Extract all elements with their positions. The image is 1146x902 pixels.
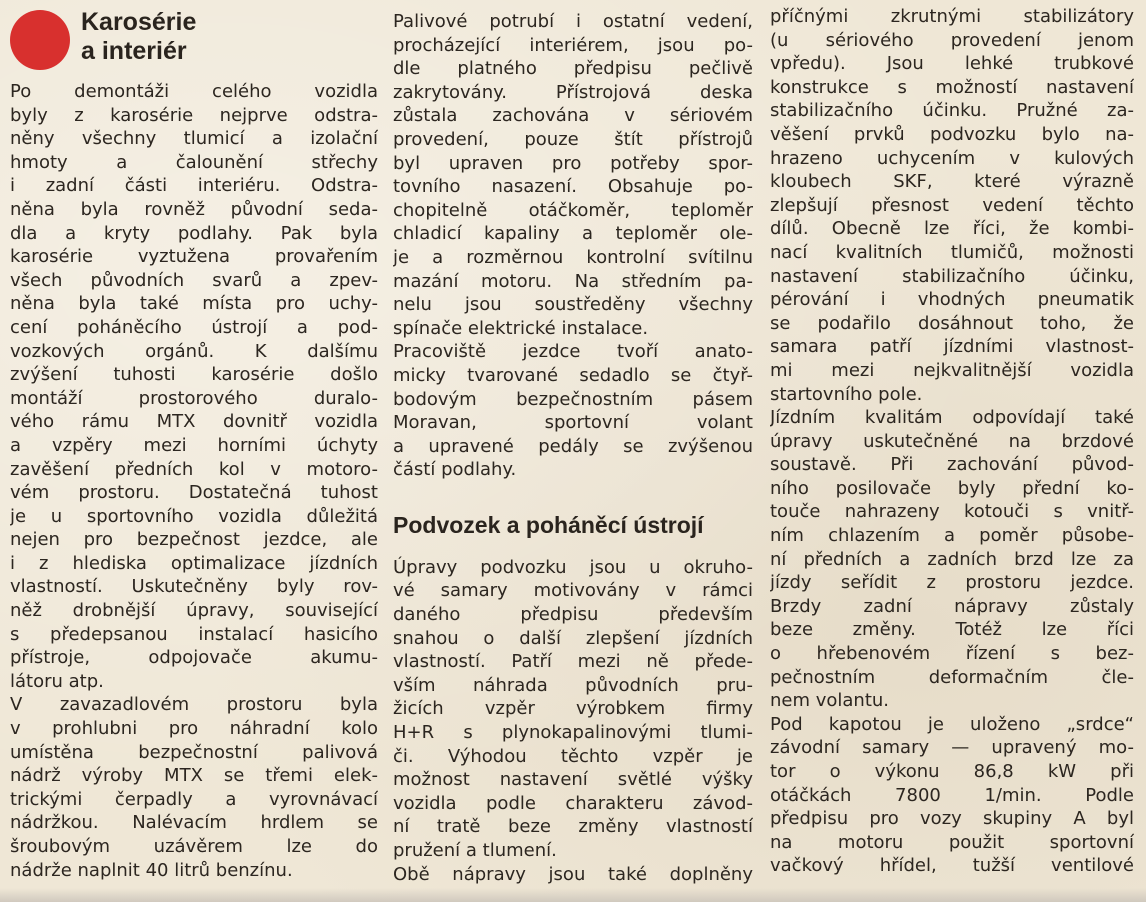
text-line: něna byla rovněž původní seda- <box>10 198 378 220</box>
red-dot-bullet-icon <box>10 10 70 70</box>
text-line: hrazeno uchycením v kulových <box>770 147 1134 169</box>
section-heading-karoserie <box>10 0 378 80</box>
text-line: zlepšují přesnost vedení těchto <box>770 194 1134 216</box>
column-2 <box>393 0 753 886</box>
text-line: ní předních a zadních brzd lze za <box>770 548 1134 570</box>
text-line: pružení a tlumení. <box>393 840 557 861</box>
text-line: kloubech SKF, které výrazně <box>770 171 1134 193</box>
text-line: úpravy uskutečněné na brzdové <box>770 430 1134 452</box>
text-line: snahou o další zlepšení jízdních <box>393 627 753 649</box>
text-line: v prohlubni pro náhradní kolo <box>10 718 378 740</box>
text-line: mi mezi nejkvalitnější vozidla <box>770 359 1134 381</box>
column-3 <box>770 0 1134 878</box>
text-line: možnost nastavení světlé výšky <box>393 769 753 791</box>
column-2-text-top <box>393 10 753 482</box>
text-line: bodovým bezpečnostním pásem <box>393 388 753 410</box>
text-line: pérování i vhodných pneumatik <box>770 289 1134 311</box>
text-line: přístroje, odpojovače akumu- <box>10 647 378 669</box>
text-line: žicích vzpěr výrobkem firmy <box>393 698 753 720</box>
text-line: mazání motoru. Na středním pa- <box>393 270 753 292</box>
text-line: byly z karosérie nejprve odstra- <box>10 104 378 126</box>
text-line: je u sportovního vozidla důležitá <box>10 505 378 527</box>
text-line: nádrže naplnit 40 litrů benzínu. <box>10 859 293 881</box>
text-line: dla a kryty podlahy. Pak byla <box>10 222 378 244</box>
text-line: (u sériového provedení jenom <box>770 29 1134 51</box>
text-line: provedení, pouze štít přístrojů <box>393 128 753 150</box>
text-line: nádržkou. Nalévacím hrdlem se <box>10 812 378 834</box>
text-line: dle platného předpisu pečlivě <box>393 58 753 80</box>
text-line: tor o výkonu 86,8 kW při <box>770 761 1134 782</box>
text-line: spínače elektrické instalace. <box>393 317 649 339</box>
text-line: montáží prostorového duralo- <box>10 387 378 409</box>
text-line: ní tratě beze změny vlastností <box>393 816 753 838</box>
text-line: vé samary motivovány v rámci <box>393 580 753 602</box>
text-line: všech původních svarů a zpev- <box>10 269 378 291</box>
text-line: a upravené pedály se zvýšenou <box>393 435 753 457</box>
text-line: Moravan, sportovní volant <box>393 412 753 434</box>
text-line: částí podlahy. <box>393 459 517 481</box>
text-line: Pracoviště jezdce tvoří anato- <box>393 341 753 363</box>
text-line: zavěšení předních kol v motoro- <box>10 458 378 480</box>
text-line: se podařilo dosáhnout toho, že <box>770 312 1134 334</box>
text-line: vlastností. Uskutečněny byly rov- <box>10 576 378 598</box>
text-line: V zavazadlovém prostoru byla <box>10 694 378 716</box>
text-line: pečnostním deformačním čle- <box>770 666 1134 688</box>
text-line: zůstala zachována v sériovém <box>393 105 753 127</box>
text-line: Brzdy zadní nápravy zůstaly <box>770 595 1134 617</box>
text-line: dílů. Obecně lze říci, že kombi- <box>770 218 1134 240</box>
text-line: něž drobnější úpravy, související <box>10 600 378 622</box>
text-line: trickými čerpadly a vyrovnávací <box>10 788 378 810</box>
text-line: Úpravy podvozku jsou u okruho- <box>393 556 753 578</box>
text-line: a vzpěry mezi horními úchyty <box>10 434 378 456</box>
text-line: soustavě. Při zachování původ- <box>770 454 1134 476</box>
text-line: látoru atp. <box>10 670 104 692</box>
text-line: jízdy seřídit z prostoru jezdce. <box>770 572 1134 594</box>
text-line: nejen pro bezpečnost jezdce, ale <box>10 529 378 551</box>
section-title <box>81 8 196 66</box>
text-line: vozidla podle charakteru závod- <box>393 792 753 814</box>
text-line: otáčkách 7800 1/min. Podle <box>770 784 1134 806</box>
text-line: micky tvarované sedadlo se čtyř- <box>393 364 753 386</box>
text-line: o hřebenovém řízení s bez- <box>770 643 1134 665</box>
text-line: karosérie vyztužena provařením <box>10 246 378 268</box>
text-line: na motoru použit sportovní <box>770 831 1134 853</box>
text-line: s předepsanou instalací hasicího <box>10 623 378 645</box>
text-line: nací kvalitních tlumičů, možnosti <box>770 241 1134 263</box>
section-title-line-1: Karosérie <box>81 8 197 36</box>
text-line: zakrytovány. Přístrojová deska <box>393 81 753 103</box>
text-line: i z hlediska optimalizace jízdních <box>10 552 378 574</box>
scan-edge-shadow <box>0 888 1146 902</box>
text-line: věšení prvků podvozku bylo na- <box>770 123 1134 145</box>
text-line: chladicí kapaliny a teploměr ole- <box>393 223 753 245</box>
text-line: ního posilovače byly přední ko- <box>770 477 1134 499</box>
text-line: chopitelně otáčkoměr, teploměr <box>393 199 753 221</box>
text-line: samara patří jízdními vlastnost- <box>770 336 1134 358</box>
text-line: vačkový hřídel, tužší ventilové <box>770 855 1134 877</box>
text-line: je a rozměrnou kontrolní svítilnu <box>393 246 753 268</box>
column-1-text <box>10 80 378 882</box>
text-line: H+R s plynokapalinovými tlumi- <box>393 722 753 744</box>
text-line: cení poháněcího ústrojí a pod- <box>10 316 378 338</box>
text-line: Palivové potrubí i ostatní vedení, <box>393 11 753 32</box>
text-line: vého rámu MTX dovnitř vozidla <box>10 411 378 433</box>
text-line: vozkových orgánů. K dalšímu <box>10 340 378 362</box>
column-1 <box>10 0 378 882</box>
text-line: tovního nasazení. Obsahuje po- <box>393 176 753 198</box>
text-line: Obě nápravy jsou také doplněny <box>393 863 753 885</box>
text-line: stabilizačního účinku. Pružné za- <box>770 100 1134 122</box>
column-2-text-bottom <box>393 556 753 886</box>
text-line: konstrukce s možností nastavení <box>770 76 1134 98</box>
text-line: něny všechny tlumicí a izolační <box>10 128 378 150</box>
text-line: Po demontáži celého vozidla <box>10 81 378 102</box>
text-line: byl upraven pro potřeby spor- <box>393 152 753 174</box>
text-line: startovního pole. <box>770 383 923 405</box>
text-line: Pod kapotou je uloženo „srdce“ <box>770 713 1134 735</box>
text-line: šroubovým uzávěrem lze do <box>10 836 378 857</box>
text-line: vém prostoru. Dostatečná tuhost <box>10 482 378 504</box>
text-line: ním chlazením a poměr působe- <box>770 525 1134 547</box>
text-line: závodní samary — upravený mo- <box>770 737 1134 759</box>
text-line: příčnými zkrutnými stabilizátory <box>770 6 1134 27</box>
text-line: procházející interiérem, jsou po- <box>393 34 753 56</box>
text-line: vlastností. Patří mezi ně přede- <box>393 651 753 673</box>
text-line: Jízdním kvalitám odpovídají také <box>770 407 1134 429</box>
text-line: nelu jsou soustředěny všechny <box>393 294 753 316</box>
text-line: umístěna bezpečnostní palivová <box>10 741 378 763</box>
column-3-text <box>770 5 1134 878</box>
text-line: i zadní části interiéru. Odstra- <box>10 175 378 197</box>
text-line: touče nahrazeny kotouči s vnitř- <box>770 501 1134 523</box>
text-line: předpisu pro vozy skupiny A byl <box>770 808 1134 830</box>
section-heading-podvozek: Podvozek a poháněcí ústrojí <box>393 511 704 538</box>
text-line: či. Výhodou těchto vzpěr je <box>393 745 753 767</box>
text-line: vpředu). Jsou lehké trubkové <box>770 53 1134 75</box>
text-line: nastavení stabilizačního účinku, <box>770 265 1134 287</box>
text-line: něna byla také místa pro uchy- <box>10 293 378 315</box>
text-line: nádrž výroby MTX se třemi elek- <box>10 765 378 787</box>
text-line: beze změny. Totéž lze říci <box>770 619 1134 641</box>
text-line: zvýšení tuhosti karosérie došlo <box>10 364 378 386</box>
text-line: hmoty a čalounění střechy <box>10 151 378 173</box>
section-title-line-2: a interiér <box>81 37 187 65</box>
text-line: nem volantu. <box>770 690 890 712</box>
text-line: daného předpisu především <box>393 604 753 626</box>
text-line: vším náhrada původních pru- <box>393 674 753 696</box>
